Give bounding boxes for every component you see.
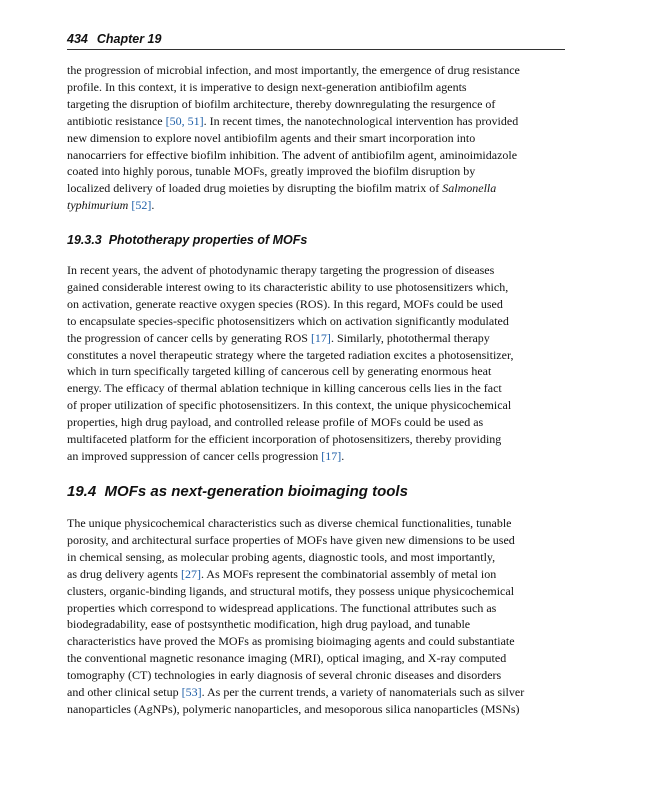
text-run: . Similarly, photothermal therapy [330, 330, 490, 345]
text-line [67, 566, 567, 583]
text-line [67, 180, 567, 197]
text-line: coated into highly porous, tunable MOFs, greatly improved the biofilm disruption by [67, 164, 476, 179]
text-line: energy. The efficacy of thermal ablation technique in killing cancerous cells lies in the fact [67, 381, 502, 396]
citation-link[interactable]: [52] [131, 198, 152, 213]
text-line [67, 113, 567, 130]
text-run: as drug delivery agents [67, 566, 181, 581]
text-line: characteristics have proved the MOFs as promising bioimaging agents and could substantiate [67, 634, 515, 649]
citation-link[interactable]: [50, 51] [165, 113, 204, 128]
paragraph-intro [67, 62, 567, 214]
text-line: In recent years, the advent of photodynamic therapy targeting the progression of diseases [67, 263, 495, 277]
text-run: an improved suppression of cancer cells progression [67, 448, 322, 463]
text-line: biodegradability, ease of postsynthetic modification, high drug payload, and tunable [67, 617, 471, 632]
species-name: Salmonella [442, 181, 497, 196]
text-line: tomography (CT) technologies in early diagnosis of several chronic diseases and disorders [67, 668, 502, 683]
running-header [67, 31, 565, 47]
text-line: to encapsulate species-specific photosensitizers which on activation significantly modulated [67, 313, 509, 328]
header-rule [67, 49, 565, 50]
text-line: The unique physicochemical characteristics such as diverse chemical functionalities, tunable [67, 516, 512, 530]
text-run: . As MOFs represent the combinatorial assembly of metal ion [200, 566, 497, 581]
citation-link[interactable]: [17] [310, 330, 331, 345]
text-run: . [341, 448, 345, 463]
text-line: constitutes a novel therapeutic strategy where the targeted radiation excites a photosensitizer, [67, 347, 514, 362]
text-line: properties which correspond to widespread applications. The functional attributes such as [67, 600, 497, 615]
text-line: on activation, generate reactive oxygen species (ROS). In this regard, MOFs could be used [67, 296, 503, 311]
text-line: the conventional magnetic resonance imaging (MRI), optical imaging, and X-ray computed [67, 651, 507, 666]
section-number: 19.4 [67, 483, 97, 500]
citation-link[interactable]: [27] [180, 566, 201, 581]
text-line: which in turn specifically targeted killing of cancerous cell by generating enormous heat [67, 364, 492, 379]
paragraph-phototherapy [67, 262, 567, 465]
text-line: targeting the disruption of biofilm architecture, thereby downregulating the resurgence of [67, 96, 496, 111]
text-run: antibiotic resistance [67, 113, 166, 128]
text-line: nanoparticles (AgNPs), polymeric nanoparticles, and mesoporous silica nanoparticles (MSNs) [67, 701, 520, 716]
text-line: the progression of microbial infection, and most importantly, the emergence of drug resistance [67, 63, 520, 77]
section-heading-19-4 [67, 483, 408, 500]
text-line: new dimension to explore novel antibiofilm agents and their smart incorporation into [67, 130, 476, 145]
text-line: of proper utilization of specific photosensitizers. In this context, the unique physicochemical [67, 398, 512, 413]
text-line: clusters, organic-binding ligands, and structural motifs, they possess unique physicochemical [67, 583, 515, 598]
page-number: 434 [67, 32, 88, 46]
section-title: Phototherapy properties of MOFs [108, 233, 308, 247]
section-number: 19.3.3 [67, 233, 102, 247]
text-run: and other clinical setup [67, 685, 182, 700]
text-run: the progression of cancer cells by generating ROS [67, 330, 311, 345]
text-line: in chemical sensing, as molecular probing agents, diagnostic tools, and most importantly, [67, 549, 496, 564]
species-name: typhimurium [67, 198, 129, 213]
citation-link[interactable]: [53] [181, 685, 202, 700]
paragraph-bioimaging [67, 515, 567, 718]
text-line [67, 448, 567, 465]
chapter-label: Chapter 19 [96, 32, 162, 46]
section-heading-19-3-3 [67, 233, 307, 247]
text-line: profile. In this context, it is imperative to design next-generation antibiofilm agents [67, 79, 467, 94]
text-run: localized delivery of loaded drug moieties by disrupting the biofilm matrix of [67, 181, 443, 196]
text-line [67, 684, 567, 701]
citation-link[interactable]: [17] [321, 448, 342, 463]
text-line [67, 197, 567, 214]
text-run: . As per the current trends, a variety of nanomaterials such as silver [201, 685, 525, 700]
text-line: gained considerable interest owing to its characteristic ability to use photosensitizers which, [67, 279, 509, 294]
text-run: . [151, 198, 155, 213]
section-title: MOFs as next-generation bioimaging tools [104, 483, 408, 500]
text-line: multifaceted platform for the efficient incorporation of photosensitizers, thereby providing [67, 432, 502, 447]
text-line: nanocarriers for effective biofilm inhibition. The advent of antibiofilm agent, aminoimidazole [67, 147, 518, 162]
text-line [67, 330, 567, 347]
text-line: porosity, and architectural surface properties of MOFs have given new dimensions to be used [67, 532, 515, 547]
text-line: properties, high drug payload, and controlled release profile of MOFs could be used as [67, 415, 484, 430]
text-run: . In recent times, the nanotechnological intervention has provided [203, 113, 519, 128]
